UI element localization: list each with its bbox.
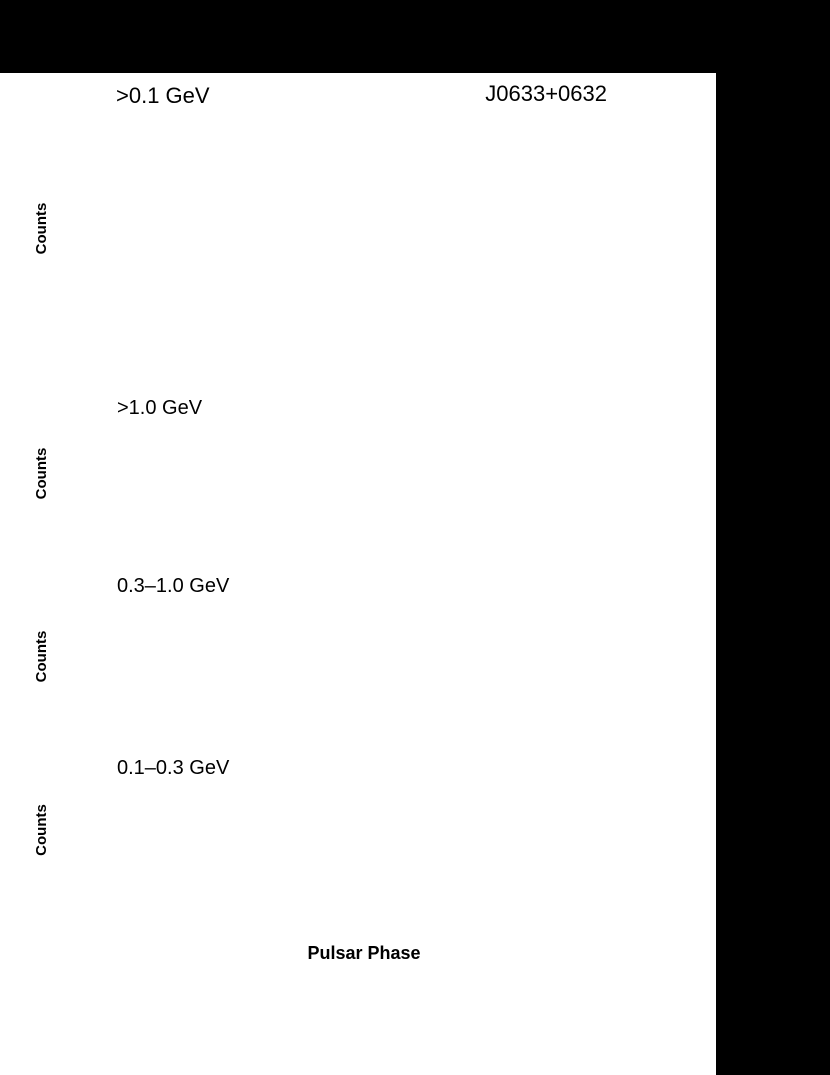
panel3-y-axis-title: Counts xyxy=(33,630,50,683)
panel2-energy-annotation: >1.0 GeV xyxy=(117,397,203,419)
panel1-energy-annotation: >0.1 GeV xyxy=(116,83,210,108)
panel4-energy-annotation: 0.1–0.3 GeV xyxy=(117,757,230,779)
pulsar-name-label: J0633+0632 xyxy=(485,81,607,106)
panel1-y-axis-title: Counts xyxy=(33,202,50,255)
panel4-y-axis-title: Counts xyxy=(33,804,50,856)
figure-labels xyxy=(33,81,607,963)
panel3-energy-annotation: 0.3–1.0 GeV xyxy=(117,575,230,597)
x-axis-title: Pulsar Phase xyxy=(307,943,421,963)
panel2-y-axis-title: Counts xyxy=(33,447,50,500)
